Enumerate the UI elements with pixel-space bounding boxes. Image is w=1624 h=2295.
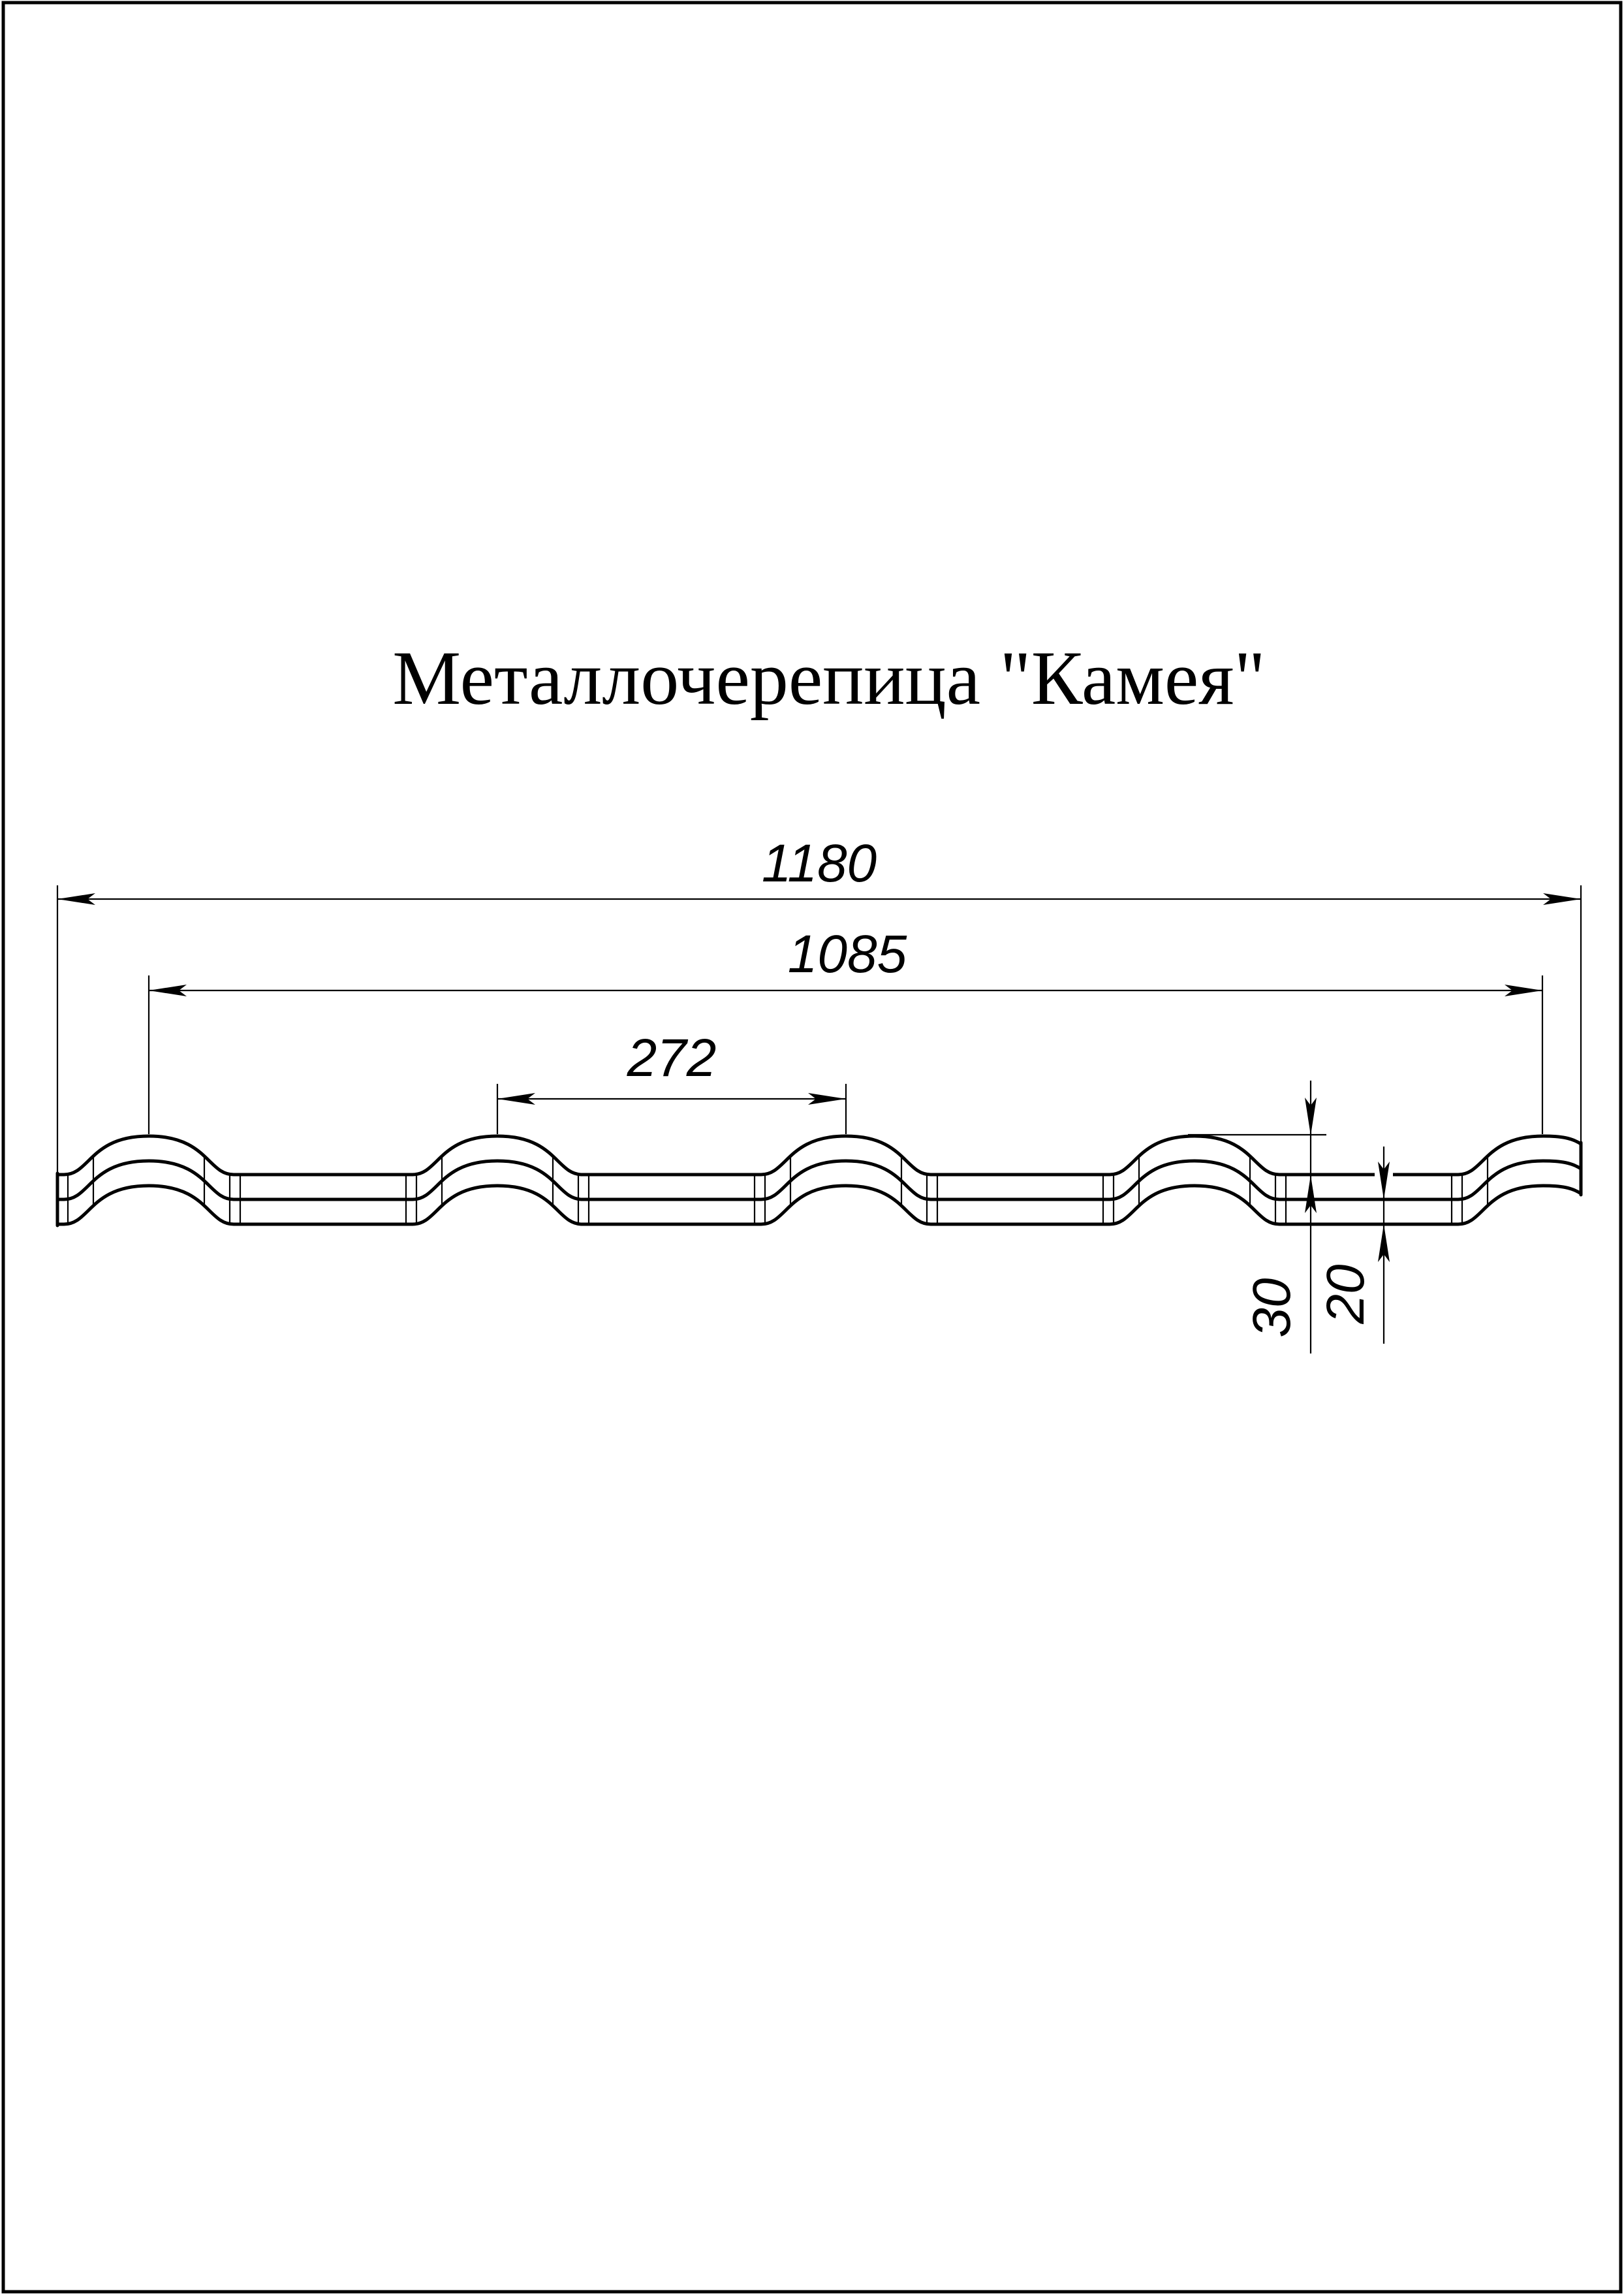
- tile-profile: [57, 1136, 1581, 1226]
- dim-label-wave-pitch: 272: [627, 1028, 717, 1088]
- profile-top-line: [57, 1136, 1581, 1175]
- page-title: Металлочерепица "Камея": [392, 635, 1266, 721]
- dim-label-overall-width: 1180: [761, 834, 877, 893]
- profile-middle-line: [57, 1161, 1581, 1199]
- profile-bottom-line: [57, 1186, 1581, 1224]
- dim-wave-pitch: [497, 1028, 846, 1134]
- dim-label-useful-width: 1085: [787, 925, 907, 984]
- page-border-frame: [3, 3, 1621, 2292]
- dim-wave-height: [1188, 1081, 1326, 1353]
- dim-overall-width: [57, 834, 1581, 1172]
- dim-label-wave-height: 30: [1242, 1278, 1302, 1338]
- dim-label-step-height: 20: [1316, 1264, 1375, 1324]
